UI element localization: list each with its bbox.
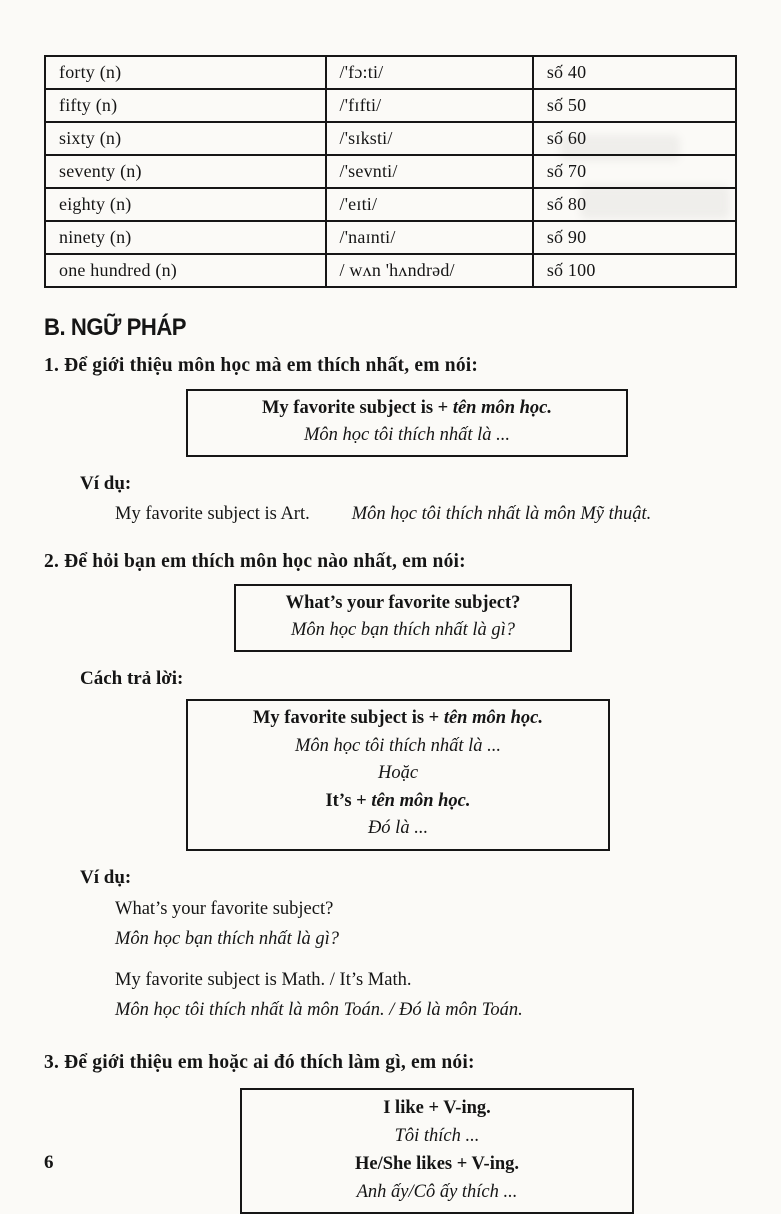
table-row <box>45 122 736 155</box>
example-label: Ví dụ: <box>80 866 132 888</box>
vocab-word: sixty (n) <box>45 122 326 155</box>
rule-line-main: My favorite subject is + <box>261 398 453 418</box>
rule-line: He/She likes + V-ing. <box>354 1153 520 1174</box>
table-row <box>45 254 736 287</box>
vocab-ipa: /'fɪfti/ <box>326 89 533 122</box>
table-row <box>45 89 736 122</box>
example-label: Ví dụ: <box>80 473 132 494</box>
example-question-en: What’s your favorite subject? <box>115 898 334 919</box>
example-answer-en: My favorite subject is Math. / It’s Math. <box>115 969 412 990</box>
rule-line-translation: Tôi thích ... <box>394 1125 480 1146</box>
rule-line-em: tên môn học. <box>371 790 471 811</box>
vocab-meaning: số 70 <box>533 155 736 188</box>
vocab-meaning: số 80 <box>533 188 736 221</box>
table-row <box>45 56 736 89</box>
rule-line-translation: Đó là ... <box>367 818 429 838</box>
vocab-word: eighty (n) <box>45 188 326 221</box>
rule-line: I like + V-ing. <box>383 1097 491 1118</box>
vocab-meaning: số 90 <box>533 221 736 254</box>
vocab-ipa: /'sevnti/ <box>326 155 533 188</box>
vocab-ipa: /'fɔ:ti/ <box>326 56 533 89</box>
example-vi: Môn học tôi thích nhất là môn Mỹ thuật. <box>351 504 652 524</box>
answer-label: Cách trả lời: <box>80 668 184 689</box>
rule-line <box>198 788 598 816</box>
page-number: 6 <box>44 1152 54 1173</box>
vocab-meaning: số 60 <box>533 122 736 155</box>
rule-line <box>198 395 616 422</box>
table-row <box>45 188 736 221</box>
rule-box-question <box>234 584 572 652</box>
example-en: My favorite subject is Art. <box>115 504 310 524</box>
rule-line-em: tên môn học. <box>452 398 553 418</box>
rule-box-like-ving <box>240 1088 634 1214</box>
example-line <box>115 504 737 525</box>
rule-line-em: tên môn học. <box>443 708 544 728</box>
vocab-word: ninety (n) <box>45 221 326 254</box>
rule-line-translation: Môn học tôi thích nhất là ... <box>303 425 511 445</box>
vocab-ipa: /'naɪnti/ <box>326 221 533 254</box>
rule-line-main: My favorite subject is + <box>252 708 444 728</box>
vocab-word: seventy (n) <box>45 155 326 188</box>
vocab-meaning: số 40 <box>533 56 736 89</box>
vocab-word: one hundred (n) <box>45 254 326 287</box>
rule-line: What’s your favorite subject? <box>285 593 521 613</box>
example-answer-vi: Môn học tôi thích nhất là môn Toán. / Đó là môn Toán. <box>115 999 523 1020</box>
rule-box-answer <box>186 699 610 851</box>
rule-line-translation: Môn học bạn thích nhất là gì? <box>290 620 516 640</box>
example-question-vi: Môn học bạn thích nhất là gì? <box>115 928 340 949</box>
table-row <box>45 221 736 254</box>
rule-box-favorite-subject <box>186 389 628 457</box>
table-row <box>45 155 736 188</box>
section-heading: B. NGỮ PHÁP <box>44 314 187 341</box>
rule-line <box>198 705 598 733</box>
rule-line-translation: Môn học tôi thích nhất là ... <box>294 735 502 756</box>
item1-heading: 1. Để giới thiệu môn học mà em thích nhất, em nói: <box>44 355 479 376</box>
vocab-meaning: số 50 <box>533 89 736 122</box>
vocab-meaning: số 100 <box>533 254 736 287</box>
vocab-word: fifty (n) <box>45 89 326 122</box>
item3-heading: 3. Để giới thiệu em hoặc ai đó thích làm gì, em nói: <box>44 1051 475 1073</box>
vocab-ipa: /'eɪti/ <box>326 188 533 221</box>
item2-heading: 2. Để hỏi bạn em thích môn học nào nhất, em nói: <box>44 551 466 572</box>
rule-line-or: Hoặc <box>377 763 419 783</box>
vocab-word: forty (n) <box>45 56 326 89</box>
vocab-table <box>44 55 737 288</box>
vocab-ipa: /'sɪksti/ <box>326 122 533 155</box>
rule-line-main: It’s + <box>325 790 372 811</box>
rule-line-translation: Anh ấy/Cô ấy thích ... <box>356 1181 518 1202</box>
vocab-ipa: / wʌn 'hʌndrəd/ <box>326 254 533 287</box>
